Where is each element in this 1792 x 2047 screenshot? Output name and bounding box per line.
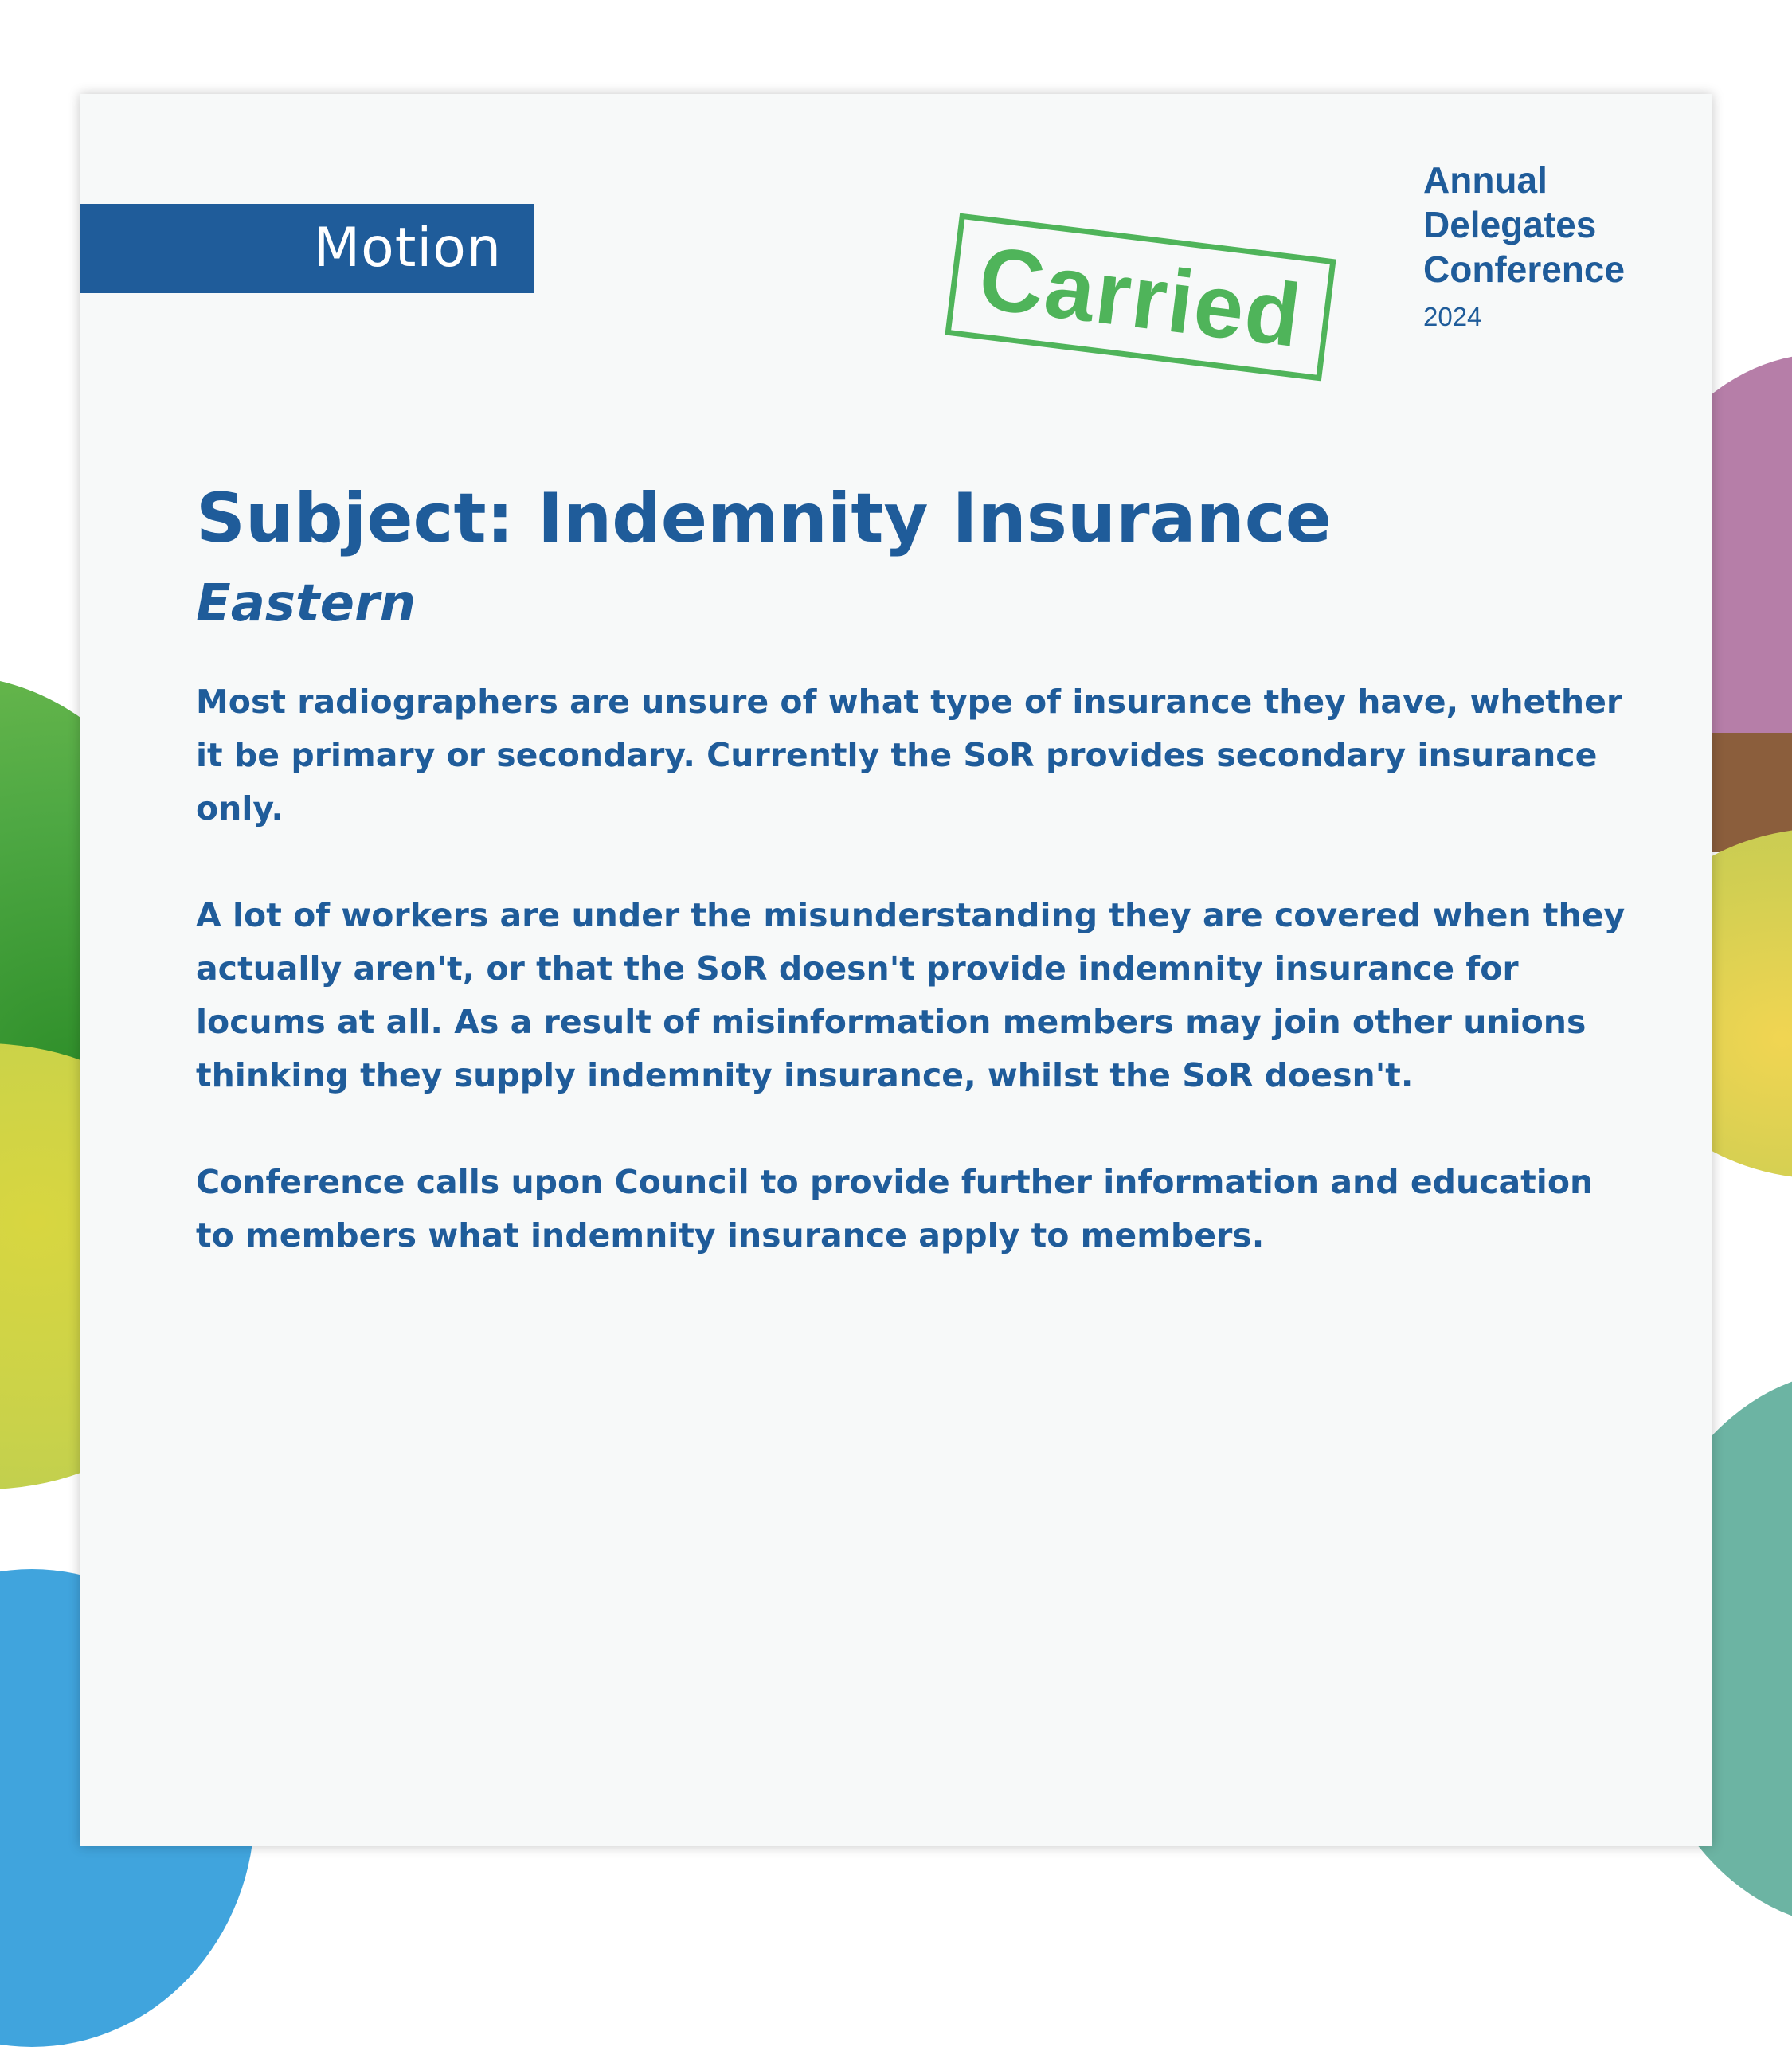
motion-paragraph-2: A lot of workers are under the misunderstanding they are covered when they actually aren't, or that the SoR doesn't provide indemnity insurance for locums at all. As a result of misinformation members may join other unions thinking they supply indemnity insurance, whilst the SoR doesn't. [196,896,1626,1094]
motion-label: Motion [80,204,534,293]
motion-paragraph-1: Most radiographers are unsure of what type of insurance they have, whether it be primary or secondary. Currently the SoR provides secondary insurance only. [196,683,1623,828]
motion-body [196,675,1637,1316]
conference-logo-line-1: Annual [1423,159,1547,201]
subject-heading: Subject: Indemnity Insurance [196,479,1332,558]
motion-paragraph-3: Conference calls upon Council to provide further information and education to members what indemnity insurance apply to members. [196,1163,1594,1254]
region-name: Eastern [196,574,417,633]
conference-logo [1423,158,1694,333]
carried-stamp: Carried [945,213,1336,382]
conference-year: 2024 [1423,302,1482,331]
conference-logo-line-2: Delegates [1423,204,1597,245]
conference-logo-line-3: Conference [1423,249,1626,290]
motion-document [80,94,1712,1846]
